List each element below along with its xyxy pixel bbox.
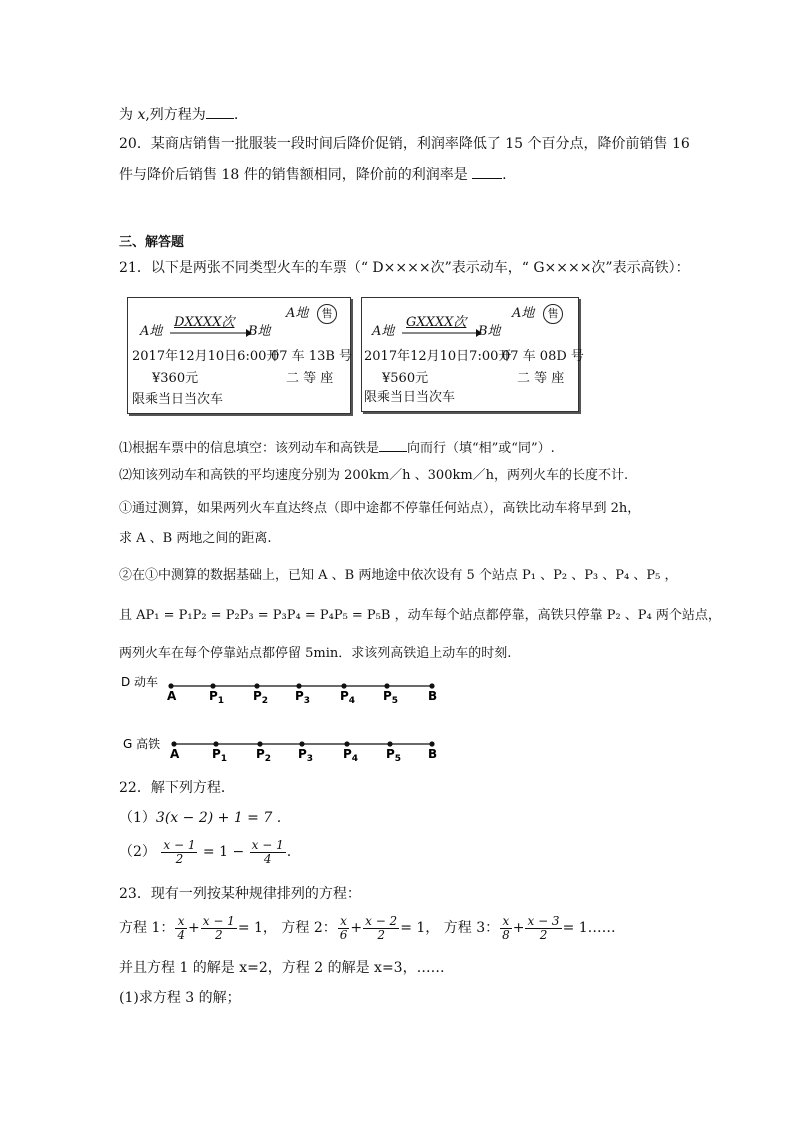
g-station-dot — [257, 741, 262, 746]
denominator: 6 — [339, 927, 348, 942]
answer-blank — [472, 164, 502, 179]
ticket-station-b: B地 — [248, 324, 271, 339]
d-station-dot — [168, 683, 173, 688]
q23-part1: (1)求方程 3 的解； — [119, 990, 241, 1006]
fraction — [338, 915, 350, 942]
g-station-dot — [387, 741, 392, 746]
ticket-corner: A地 — [512, 306, 535, 321]
ticket-datetime: 2017年12月10日6:00开 — [132, 349, 280, 364]
fraction — [500, 915, 512, 942]
fraction — [363, 915, 399, 942]
numerator: x − 1 — [163, 837, 196, 852]
q21-part1-text: ⑴根据车票中的信息填空：该列动车和高铁是 — [119, 441, 380, 456]
g-station-dot — [429, 741, 434, 746]
d-station-dot — [296, 683, 301, 688]
q21-sub1-line2: 求 A 、B 两地之间的距离. — [119, 531, 272, 546]
q19-post: ,列方程为 — [145, 107, 206, 123]
g-station-dot — [213, 741, 218, 746]
answer-blank — [206, 104, 234, 119]
train-ticket-g — [361, 297, 584, 412]
d-station-subscript: 3 — [303, 696, 311, 706]
ticket-seat: 07 车 13B 号 — [271, 349, 353, 364]
q23-title: 23．现有一列按某种规律排列的方程： — [119, 886, 361, 902]
g-station-dot — [299, 741, 304, 746]
d-station-subscript: 1 — [217, 696, 225, 706]
d-station-dot — [210, 683, 215, 688]
q20-line1: 20．某商店销售一批服装一段时间后降价促销，利润率降低了 15 个百分点，降价前销售 16 — [119, 136, 690, 152]
ticket-seat: 07 车 08D 号 — [502, 349, 584, 364]
d-station-subscript: 4 — [348, 696, 356, 706]
g-station-dot — [344, 741, 349, 746]
denominator: 2 — [214, 927, 223, 942]
g-station-subscript: 1 — [220, 754, 228, 764]
denominator: 8 — [502, 927, 510, 942]
ticket-station-b: B地 — [478, 324, 501, 339]
ticket-class: 二 等 座 — [517, 371, 565, 386]
eq-mid: = 1 − — [202, 844, 245, 860]
station-diagram — [119, 672, 449, 767]
numerator: x − 3 — [527, 913, 560, 928]
eq-end: . — [286, 844, 292, 860]
denominator: 4 — [263, 851, 272, 866]
q21-sub2-line3: 两列火车在每个停靠站点都停留 5min．求该列高铁追上动车的时刻. — [119, 646, 512, 661]
ticket-datetime: 2017年12月10日7:00开 — [364, 349, 512, 364]
equation-1: 3(x − 2) + 1 = 7 . — [155, 810, 282, 826]
q21-part1-end: 向而行（填“相”或“同”）. — [407, 441, 555, 456]
d-station-subscript: 5 — [391, 696, 399, 706]
section-heading: 三、解答题 — [119, 235, 185, 250]
d-station-label: $P_3$ — [295, 689, 311, 706]
d-station-dot — [384, 683, 389, 688]
d-station-label: $P_4$ — [340, 689, 356, 706]
q20-line2: 件与降价后销售 18 件的销售额相同，降价前的利润率是 . — [119, 164, 507, 185]
numerator: x — [338, 915, 350, 929]
ticket-class: 二 等 座 — [286, 371, 334, 386]
d-station-label: B — [428, 689, 438, 703]
d-station-dot — [254, 683, 259, 688]
fraction — [525, 915, 561, 942]
d-station-dot — [341, 683, 346, 688]
ticket-train-number: DXXXX次 — [174, 315, 235, 330]
q21-part2: ⑵知该列动车和高铁的平均速度分别为 200km／h 、300km／h，两列火车的长度不计. — [119, 468, 629, 483]
d-train-label: D 动车 — [121, 675, 159, 689]
g-station-label: $P_5$ — [386, 747, 402, 764]
eq-label: 方程 2： — [281, 920, 337, 936]
ticket-station-a: A地 — [140, 324, 163, 339]
eq-label: 方程 1： — [119, 920, 175, 936]
ticket-corner: A地 — [286, 306, 309, 321]
g-station-subscript: 3 — [306, 754, 314, 764]
d-station-label: $P_1$ — [209, 689, 225, 706]
ticket-train-number: GXXXX次 — [406, 315, 467, 330]
fraction — [161, 839, 197, 866]
denominator: 4 — [177, 927, 185, 942]
answer-blank — [379, 437, 407, 452]
train-ticket-d — [127, 297, 351, 414]
g-station-label: $P_3$ — [298, 747, 314, 764]
d-station-dot — [429, 683, 434, 688]
q19-var: x — [137, 107, 146, 123]
g-station-label: $P_1$ — [212, 747, 228, 764]
eq-label: （1） — [119, 810, 156, 826]
g-station-label: B — [428, 747, 438, 761]
arrow-icon — [402, 329, 482, 337]
q21-sub1-line1: ①通过测算，如果两列火车直达终点（即中途都不停靠任何站点），高铁比动车将早到 2h， — [119, 501, 641, 516]
q23-line3: 并且方程 1 的解是 x=2，方程 2 的解是 x=3，…… — [119, 960, 445, 976]
q20-line2-text: 件与降价后销售 18 件的销售额相同，降价前的利润率是 — [119, 167, 468, 183]
q22-title: 22．解下列方程． — [119, 780, 235, 796]
ticket-badge: 售 — [317, 304, 337, 324]
q21-sub2-line1: ②在①中测算的数据基础上，已知 A 、B 两地途中依次设有 5 个站点 P₁ 、P₂ 、P₃ 、P₄ 、P₅ ， — [119, 568, 678, 583]
q21-part1 — [119, 437, 555, 459]
eq-rhs: = 1， — [237, 920, 277, 936]
numerator: x − 2 — [365, 913, 398, 928]
numerator: x − 1 — [251, 837, 284, 852]
eq-label: （2） — [119, 844, 156, 860]
q19-pre: 为 — [119, 107, 138, 123]
fraction — [201, 915, 237, 942]
numerator: x — [500, 915, 512, 929]
q22-eq2 — [119, 836, 291, 868]
q23-equations: 方程 1： $\frac{x}{4}$ + $\frac{x - 1}{2}$ = 1， 方程 2： $\frac{x}{6}$ + $\frac{x - 2}{2}$ = 1， 方程 3： $\frac{x}{8}$ + $\frac{x - 3}{2}$ = 1…… — [119, 913, 616, 942]
q21-intro: 21．以下是两张不同类型火车的车票（“ D××××次”表示动车，“ G××××次”表示高铁）： — [119, 260, 690, 276]
ticket-badge: 售 — [543, 304, 563, 324]
ticket-price: ¥560元 — [382, 371, 429, 386]
numerator: x — [175, 915, 187, 929]
g-station-subscript: 4 — [351, 754, 359, 764]
q19-tail: 为 x,列方程为 . — [119, 104, 238, 125]
q22-eq1 — [119, 808, 281, 828]
ticket-price: ¥360元 — [152, 371, 199, 386]
g-station-label: $P_2$ — [256, 747, 272, 764]
eq-label: 方程 3： — [443, 920, 500, 936]
ticket-station-a: A地 — [372, 324, 395, 339]
g-station-label: $P_4$ — [343, 747, 359, 764]
q21-sub2-line2: 且 AP₁ = P₁P₂ = P₂P₃ = P₃P₄ = P₄P₅ = P₅B ，动车每个站点都停靠，高铁只停靠 P₂ 、P₄ 两个站点， — [119, 608, 721, 623]
g-station-label: A — [170, 747, 180, 761]
ticket-note: 限乘当日当次车 — [364, 390, 456, 405]
ticket-note: 限乘当日当次车 — [132, 392, 224, 407]
denominator: 2 — [175, 851, 184, 866]
eq-rhs: = 1…… — [562, 920, 616, 936]
denominator: 2 — [539, 927, 548, 942]
denominator: 2 — [377, 927, 385, 942]
d-station-label: $P_5$ — [383, 689, 399, 706]
fraction — [250, 839, 286, 866]
numerator: x − 1 — [202, 913, 235, 928]
g-train-label: G 高铁 — [123, 737, 161, 751]
g-station-subscript: 2 — [264, 754, 272, 764]
eq-rhs: = 1， — [400, 920, 440, 936]
d-station-label: A — [167, 689, 177, 703]
d-station-subscript: 2 — [261, 696, 269, 706]
d-station-label: $P_2$ — [253, 689, 269, 706]
arrow-icon — [170, 329, 252, 337]
g-station-dot — [171, 741, 176, 746]
g-station-subscript: 5 — [394, 754, 402, 764]
fraction — [175, 915, 187, 942]
